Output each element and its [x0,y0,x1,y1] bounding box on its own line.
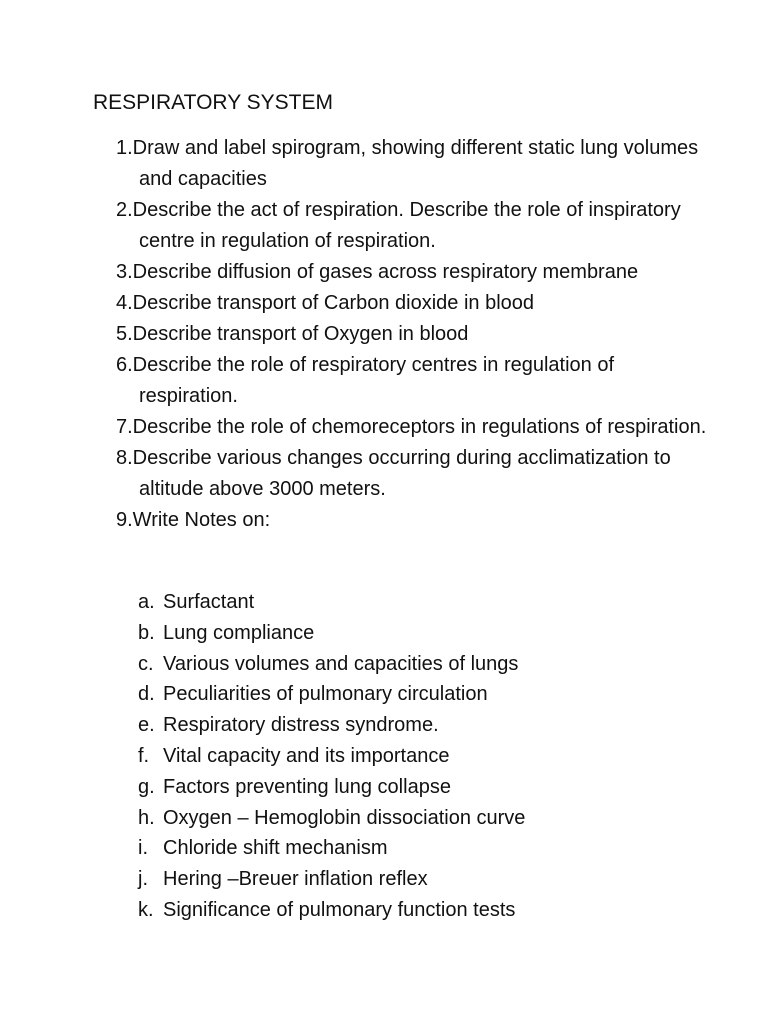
note-marker: a. [138,591,155,613]
note-item [138,741,698,772]
note-text: Oxygen – Hemoglobin dissociation curve [163,806,526,829]
note-marker: g. [138,775,155,798]
note-item [138,772,698,803]
note-item [138,803,698,834]
note-item [138,895,698,926]
note-item [138,864,698,895]
note-text: Respiratory distress syndrome. [163,714,439,737]
note-marker: i. [138,837,148,860]
page-title: RESPIRATORY SYSTEM [93,91,334,114]
note-text: Chloride shift mechanism [163,837,388,860]
note-text: Lung compliance [163,621,315,644]
note-marker: k. [138,898,154,921]
note-text: Vital capacity and its importance [163,744,450,767]
note-marker: e. [138,714,155,737]
note-text: Peculiarities of pulmonary circulation [163,683,488,706]
question-item: 1.Draw and label spirogram, showing different static lung volumes and capacities [116,137,699,190]
question-item: 8.Describe various changes occurring during acclimatization to altitude above 3000 meters. [116,447,671,500]
question-item: 7.Describe the role of chemoreceptors in regulations of respiration. [116,416,707,438]
note-marker: d. [138,683,155,706]
note-text: Factors preventing lung collapse [163,775,451,798]
note-marker: j. [138,868,148,891]
note-marker: h. [138,806,155,829]
question-item: 4.Describe transport of Carbon dioxide in blood [116,292,535,314]
note-item [138,649,698,680]
note-item [138,710,698,741]
question-item: 3.Describe diffusion of gases across respiratory membrane [116,261,639,283]
note-item [138,587,698,618]
note-text: Hering –Breuer inflation reflex [163,868,428,891]
note-marker: f. [138,744,150,767]
notes-list [138,587,698,926]
question-item: 2.Describe the act of respiration. Describe the role of inspiratory centre in regulation of respiration. [116,199,681,252]
question-item: 9.Write Notes on: [116,509,271,531]
note-text: Surfactant [163,591,255,613]
question-item: 6.Describe the role of respiratory centres in regulation of respiration. [116,354,615,407]
question-item: 5.Describe transport of Oxygen in blood [116,323,469,345]
note-item [138,618,698,649]
note-item [138,833,698,864]
note-text: Significance of pulmonary function tests [163,898,516,921]
note-marker: c. [138,652,154,675]
question-list [116,133,716,536]
note-item [138,679,698,710]
note-marker: b. [138,621,155,644]
note-text: Various volumes and capacities of lungs [163,652,519,675]
